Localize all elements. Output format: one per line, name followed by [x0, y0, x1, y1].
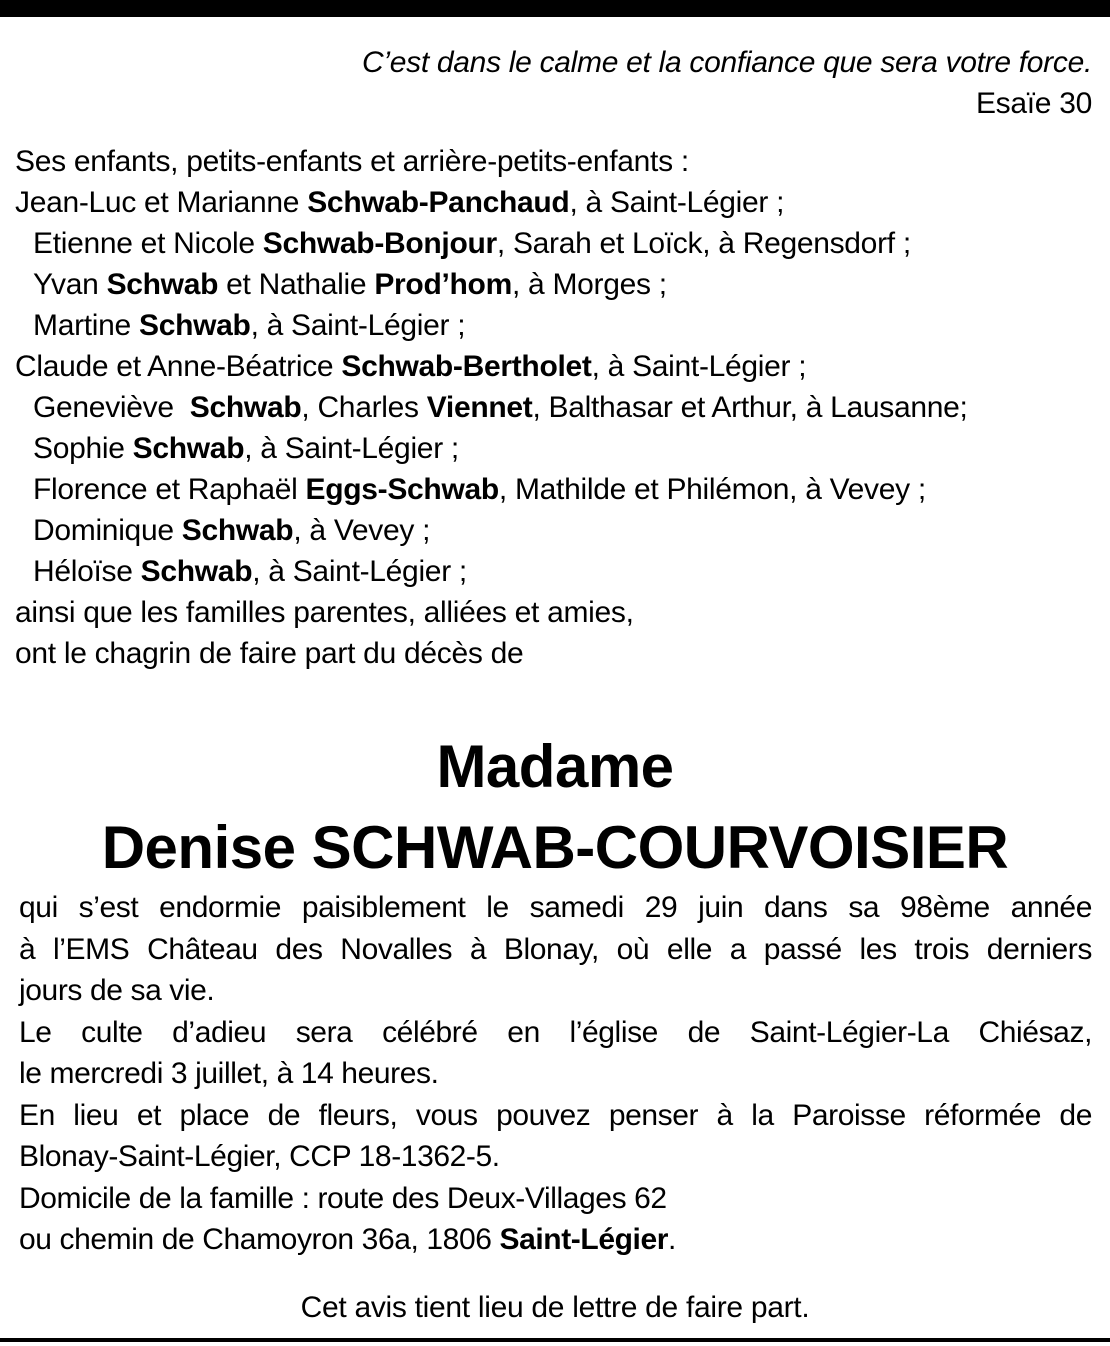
family-text: Yvan	[33, 268, 107, 301]
family-text: , à Saint-Légier ;	[250, 309, 466, 342]
closing-note: Cet avis tient lieu de lettre de faire part.	[300, 1291, 810, 1324]
family-member-line	[15, 182, 784, 223]
family-text: Jean-Luc et Marianne	[15, 186, 308, 219]
family-text: , à Saint-Légier ;	[252, 555, 467, 588]
deceased-title: Madame	[436, 733, 674, 800]
epigraph-reference: Esaïe 30	[975, 87, 1092, 120]
family-surname: Schwab	[132, 432, 245, 465]
top-border-rule	[0, 0, 1110, 17]
family-member-line	[15, 264, 667, 305]
family-text: Martine	[33, 309, 139, 342]
family-text: , à Saint-Légier ;	[591, 350, 807, 383]
address-place: Saint-Légier	[499, 1223, 669, 1256]
family-surname: Prod’hom	[374, 268, 512, 301]
family-text: , à Vevey ;	[293, 514, 431, 547]
family-text: Sophie	[33, 432, 133, 465]
family-member-line	[15, 223, 911, 264]
details-block	[19, 887, 1092, 1261]
passing-line-2: à l’EMS Château des Novalles à Blonay, où elle a passé les trois derniers	[19, 932, 1092, 966]
family-text: Claude et Anne-Béatrice	[15, 350, 342, 383]
family-text: , Charles	[301, 391, 427, 424]
family-text: Etienne et Nicole	[33, 227, 263, 260]
family-surname: Viennet	[426, 391, 533, 424]
family-member-line	[15, 387, 968, 428]
family-surname: Schwab-Panchaud	[307, 186, 570, 219]
family-text: , Mathilde et Philémon, à Vevey ;	[498, 473, 926, 506]
family-text: , Sarah et Loïck, à Regensdorf ;	[496, 227, 911, 260]
flowers-line-1: En lieu et place de fleurs, vous pouvez penser à la Paroisse réformée de	[19, 1098, 1092, 1132]
family-member-line	[15, 346, 806, 387]
address-line-2	[19, 1219, 1092, 1261]
family-text: , à Saint-Légier ;	[244, 432, 459, 465]
family-text: et Nathalie	[218, 268, 375, 301]
family-surname: Schwab	[138, 309, 251, 342]
family-surname: Schwab-Bertholet	[341, 350, 592, 383]
service-line-1: Le culte d’adieu sera célébré en l’église de Saint-Légier-La Chiésaz,	[19, 1015, 1092, 1049]
family-member-line	[15, 510, 430, 551]
family-intro: Ses enfants, petits-enfants et arrière-petits-enfants :	[15, 145, 689, 178]
family-member-line	[15, 428, 459, 469]
family-member-line	[15, 551, 467, 592]
family-text: , à Morges ;	[511, 268, 667, 301]
family-text: Dominique	[33, 514, 182, 547]
family-text: Héloïse	[33, 555, 141, 588]
family-text: , à Saint-Légier ;	[569, 186, 785, 219]
family-surname: Schwab	[181, 514, 294, 547]
address-line-2-prefix: ou chemin de Chamoyron 36a, 1806	[19, 1223, 500, 1256]
flowers-line-2: Blonay-Saint-Légier, CCP 18-1362-5.	[19, 1140, 500, 1173]
family-surname: Schwab-Bonjour	[262, 227, 497, 260]
family-surname: Schwab	[140, 555, 253, 588]
bottom-border-rule	[0, 1338, 1110, 1342]
family-text: Geneviève	[33, 391, 190, 424]
family-text: Florence et Raphaël	[33, 473, 306, 506]
family-outro-relatives: ainsi que les familles parentes, alliées et amies,	[15, 596, 634, 629]
family-surname: Schwab	[106, 268, 219, 301]
epigraph-quote: C’est dans le calme et la confiance que sera votre force.	[362, 46, 1092, 79]
passing-line-3: jours de sa vie.	[19, 974, 215, 1007]
family-outro-announcement: ont le chagrin de faire part du décès de	[15, 637, 524, 670]
passing-line-1: qui s’est endormie paisiblement le samedi 29 juin dans sa 98ème année	[19, 891, 1092, 924]
address-line-2-suffix: .	[668, 1223, 676, 1256]
family-surname: Eggs-Schwab	[305, 473, 499, 506]
family-member-line	[15, 305, 465, 346]
family-member-line	[15, 469, 926, 510]
family-surname: Schwab	[189, 391, 302, 424]
family-text: , Balthasar et Arthur, à Lausanne;	[532, 391, 968, 424]
deceased-name: Denise SCHWAB-COURVOISIER	[101, 814, 1009, 881]
service-line-2: le mercredi 3 juillet, à 14 heures.	[19, 1057, 439, 1090]
address-line-1: Domicile de la famille : route des Deux-Villages 62	[19, 1181, 667, 1215]
